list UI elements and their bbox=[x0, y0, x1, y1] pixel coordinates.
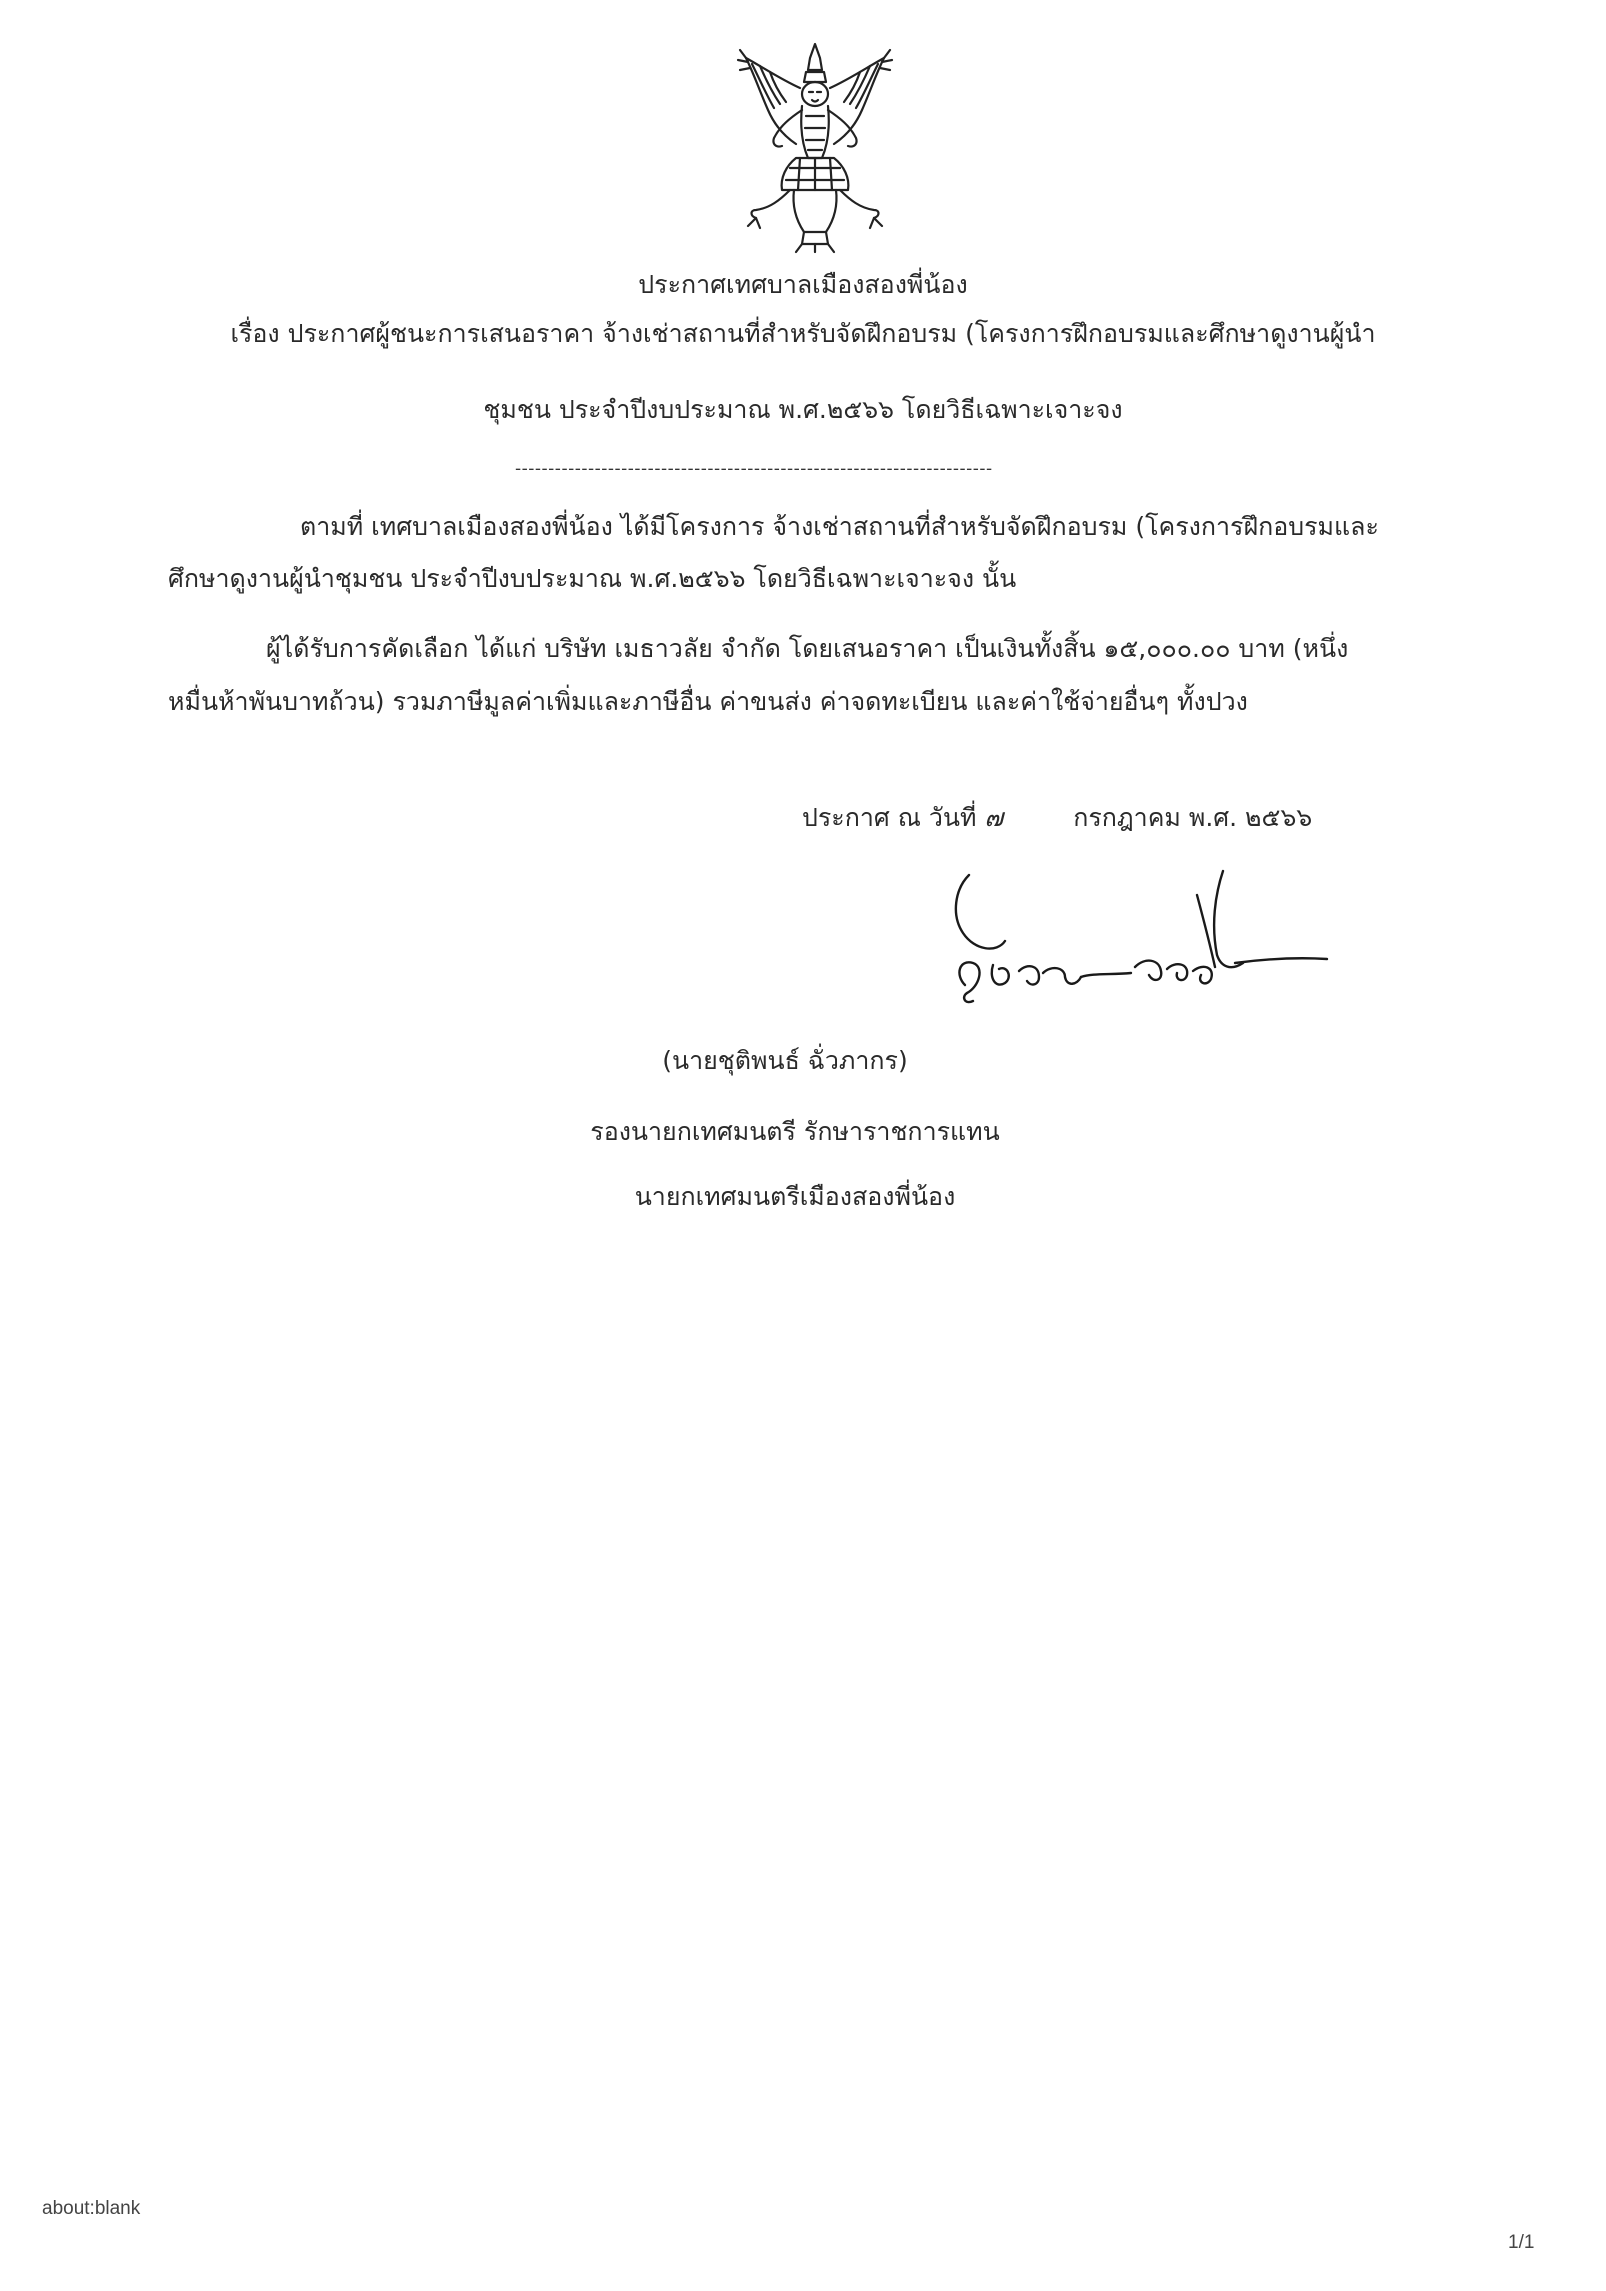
paragraph-1-line-1: ตามที่ เทศบาลเมืองสองพี่น้อง ได้มีโครงการ จ้างเช่าสถานที่สำหรับจัดฝึกอบรม (โครงการฝึกอบรมและ bbox=[300, 512, 1379, 541]
paragraph-2-line-1: ผู้ได้รับการคัดเลือก ได้แก่ บริษัท เมธาวลัย จำกัด โดยเสนอราคา เป็นเงินทั้งสิ้น ๑๕,๐๐๐.๐๐ บาท (หนึ่ง bbox=[266, 634, 1349, 663]
date-month-year: กรกฎาคม พ.ศ. ๒๕๖๖ bbox=[1073, 803, 1313, 832]
footer-url: about:blank bbox=[42, 2198, 141, 2219]
garuda-emblem bbox=[730, 40, 900, 255]
paragraph-2-line-2: หมื่นห้าพันบาทถ้วน) รวมภาษีมูลค่าเพิ่มและภาษีอื่น ค่าขนส่ง ค่าจดทะเบียน และค่าใช้จ่ายอื่นๆ ทั้งปวง bbox=[168, 687, 1248, 716]
date-prefix: ประกาศ ณ วันที่ bbox=[802, 803, 977, 832]
footer-page-indicator: 1/1 bbox=[1508, 2232, 1535, 2253]
date-day: ๗ bbox=[984, 803, 1004, 832]
announcement-date bbox=[802, 801, 1312, 835]
handwritten-signature bbox=[935, 855, 1355, 1025]
separator-line: ------------------------------------------------------------------------ bbox=[515, 459, 993, 479]
subject-line-1: เรื่อง ประกาศผู้ชนะการเสนอราคา จ้างเช่าสถานที่สำหรับจัดฝึกอบรม (โครงการฝึกอบรมและศึกษาดูงานผู้นำ bbox=[230, 319, 1376, 348]
subject-line-2: ชุมชน ประจำปีงบประมาณ พ.ศ.๒๕๖๖ โดยวิธีเฉพาะเจาะจง bbox=[483, 395, 1123, 424]
signatory-name: (นายชุติพนธ์ ฉั่วภากร) bbox=[662, 1046, 908, 1075]
document-title: ประกาศเทศบาลเมืองสองพี่น้อง bbox=[638, 270, 968, 299]
signatory-position-line-1: รองนายกเทศมนตรี รักษาราชการแทน bbox=[590, 1117, 1000, 1146]
paragraph-1-line-2: ศึกษาดูงานผู้นำชุมชน ประจำปีงบประมาณ พ.ศ.๒๕๖๖ โดยวิธีเฉพาะเจาะจง นั้น bbox=[168, 564, 1017, 593]
signatory-position-line-2: นายกเทศมนตรีเมืองสองพี่น้อง bbox=[634, 1182, 956, 1211]
